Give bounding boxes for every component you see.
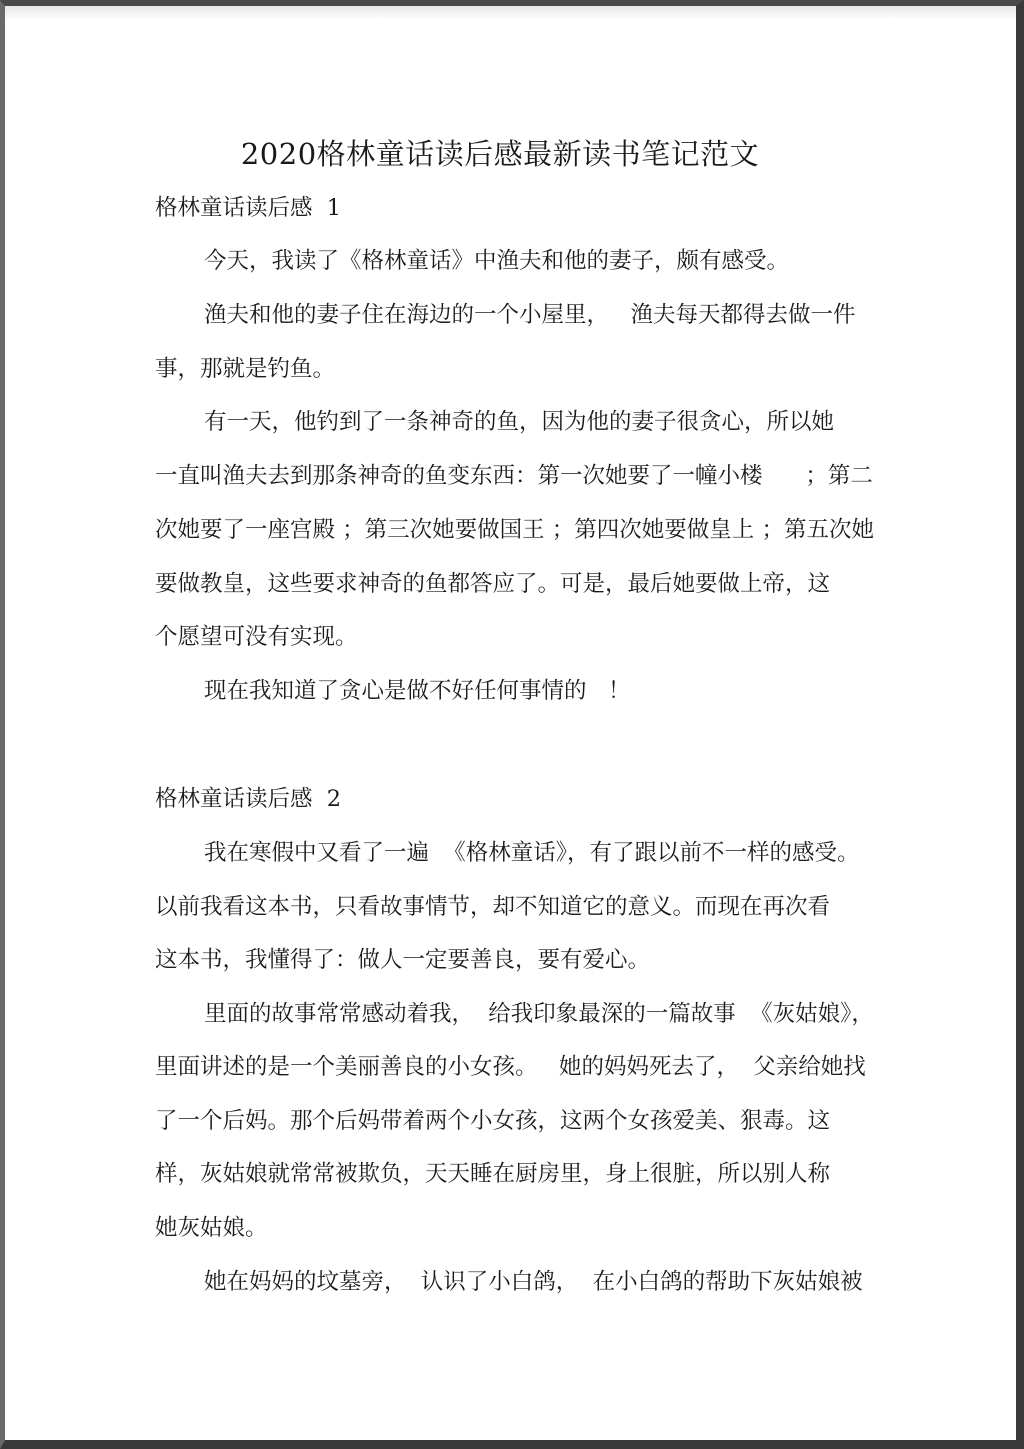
section-heading-2: 格林童话读后感 2 xyxy=(155,786,342,812)
paragraph-line: 次她要了一座宫殿 ；第三次她要做国王 ；第四次她要做皇上 ；第五次她 xyxy=(155,517,874,543)
section-heading-1: 格林童话读后感 1 xyxy=(155,195,342,221)
paragraph-line: 要做教皇，这些要求神奇的鱼都答应了。可是，最后她要做上帝，这 xyxy=(155,571,831,597)
paragraph-line: 以前我看这本书，只看故事情节，却不知道它的意义。而现在再次看 xyxy=(155,894,831,920)
paragraph-line: 有一天，他钓到了一条神奇的鱼，因为他的妻子很贪心，所以她 xyxy=(204,409,835,435)
paragraph-line: 今天，我读了《格林童话》中渔夫和他的妻子，颇有感受。 xyxy=(204,248,790,274)
paragraph-line: 一直叫渔夫去到那条神奇的鱼变东西：第一次她要了一幢小楼 ；第二 xyxy=(155,463,873,489)
paragraph-line: 了一个后妈。那个后妈带着两个小女孩，这两个女孩爱美、狠毒。这 xyxy=(155,1108,831,1134)
paragraph-line: 里面讲述的是一个美丽善良的小女孩。 她的妈妈死去了， 父亲给她找 xyxy=(155,1054,866,1080)
paragraph-line: 个愿望可没有实现。 xyxy=(155,624,358,650)
paragraph-line: 里面的故事常常感动着我， 给我印象最深的一篇故事 《灰姑娘》， xyxy=(204,1001,874,1027)
paragraph-line: 她灰姑娘。 xyxy=(155,1215,268,1241)
document-title: 2020格林童话读后感最新读书笔记范文 xyxy=(240,137,760,171)
paragraph-line: 样，灰姑娘就常常被欺负，天天睡在厨房里，身上很脏，所以别人称 xyxy=(155,1161,831,1187)
paragraph-line: 她在妈妈的坟墓旁， 认识了小白鸽， 在小白鸽的帮助下灰姑娘被 xyxy=(204,1269,863,1295)
paragraph-line: 这本书，我懂得了：做人一定要善良，要有爱心。 xyxy=(155,947,651,973)
paragraph-line: 渔夫和他的妻子住在海边的一个小屋里， 渔夫每天都得去做一件 xyxy=(204,302,856,328)
paragraph-line: 我在寒假中又看了一遍 《格林童话》，有了跟以前不一样的感受。 xyxy=(204,840,860,866)
paragraph-line: 现在我知道了贪心是做不好任何事情的 ！ xyxy=(204,678,631,704)
paragraph-line: 事，那就是钓鱼。 xyxy=(155,356,336,382)
